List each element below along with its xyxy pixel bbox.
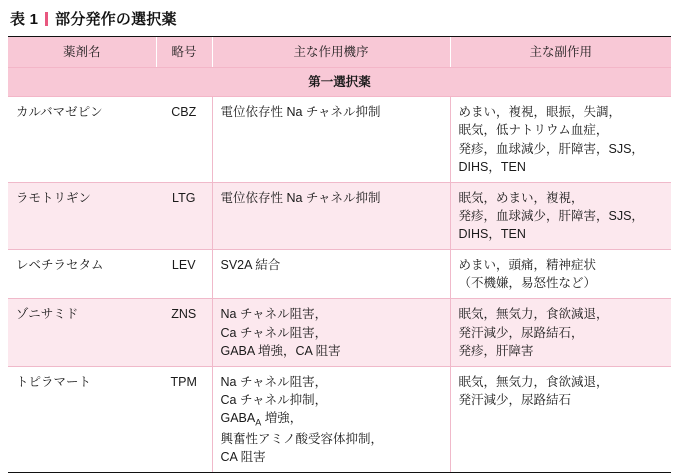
cell-drug-name: カルバマゼピン <box>8 97 156 183</box>
table-row <box>8 366 671 472</box>
caption-number: 表 1 <box>10 11 39 28</box>
column-header-mechanism: 主な作用機序 <box>212 37 450 68</box>
table-row <box>8 250 671 299</box>
column-header-side-effects: 主な副作用 <box>450 37 671 68</box>
cell-abbreviation: ZNS <box>156 299 212 366</box>
table-row <box>8 182 671 249</box>
table-row <box>8 299 671 366</box>
cell-mechanism: 電位依存性 Na チャネル抑制 <box>212 182 450 249</box>
cell-abbreviation: LTG <box>156 182 212 249</box>
cell-abbreviation: CBZ <box>156 97 212 183</box>
table-row <box>8 97 671 183</box>
column-header-drug-name: 薬剤名 <box>8 37 156 68</box>
cell-drug-name: ゾニサミド <box>8 299 156 366</box>
cell-side-effects: 眠気，無気力，食欲減退， 発汗減少，尿路結石 <box>450 366 671 472</box>
cell-side-effects: 眠気，めまい，複視， 発疹，血球減少，肝障害，SJS， DIHS，TEN <box>450 182 671 249</box>
column-header-abbreviation: 略号 <box>156 37 212 68</box>
cell-abbreviation: TPM <box>156 366 212 472</box>
cell-drug-name: レベチラセタム <box>8 250 156 299</box>
caption-divider-bar <box>45 12 48 26</box>
cell-mechanism: SV2A 結合 <box>212 250 450 299</box>
table-body <box>8 68 671 473</box>
table-header <box>8 37 671 68</box>
cell-side-effects: めまい，複視，眼振，失調， 眠気，低ナトリウム血症， 発疹，血球減少，肝障害，SJS， DIHS，TEN <box>450 97 671 183</box>
caption-title: 部分発作の選択薬 <box>55 11 177 28</box>
table-caption <box>10 8 671 29</box>
cell-drug-name: ラモトリギン <box>8 182 156 249</box>
cell-mechanism: Na チャネル阻害， Ca チャネル阻害， GABA 増強，CA 阻害 <box>212 299 450 366</box>
cell-mechanism: Na チャネル阻害， Ca チャネル抑制， $GABA_A$ 増強， 興奮性アミノ酸受容体抑制， CA 阻害 <box>212 366 450 472</box>
table-header-row <box>8 37 671 68</box>
cell-drug-name: トピラマート <box>8 366 156 472</box>
cell-side-effects: めまい，頭痛，精神症状 （不機嫌，易怒性など） <box>450 250 671 299</box>
section-label-first-line-drugs: 第一選択薬 <box>8 68 671 97</box>
drug-selection-table <box>8 36 671 473</box>
cell-mechanism: 電位依存性 Na チャネル抑制 <box>212 97 450 183</box>
section-header-row <box>8 68 671 97</box>
cell-abbreviation: LEV <box>156 250 212 299</box>
cell-side-effects: 眠気，無気力，食欲減退， 発汗減少，尿路結石， 発疹，肝障害 <box>450 299 671 366</box>
